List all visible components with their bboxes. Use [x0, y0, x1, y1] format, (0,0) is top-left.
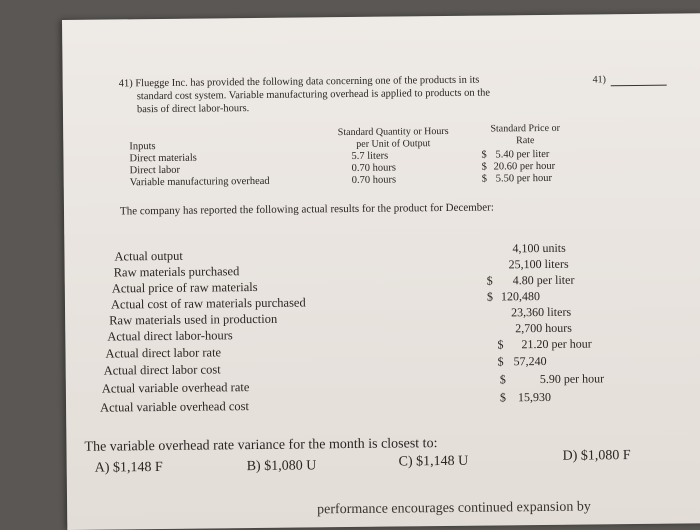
next-question-fragment: performance encourages continued expansion by: [317, 499, 591, 518]
header-inputs: Inputs: [129, 141, 156, 153]
row-price: 5.50 per hour: [495, 172, 553, 185]
actual-value: 4,100 units: [512, 240, 566, 256]
actual-value: 57,240: [513, 353, 547, 369]
row-label: Variable manufacturing overhead: [129, 175, 270, 189]
row-label: Direct materials: [129, 152, 197, 165]
actual-label: Actual direct labor cost: [103, 362, 221, 378]
actual-dollar: $: [486, 273, 493, 288]
header-price: Standard Price or Rate: [490, 122, 560, 147]
question-line-2: standard cost system. Variable manufacturing overhead is applied to products on the: [136, 87, 491, 103]
worksheet-page: [62, 13, 700, 530]
actual-dollar: $: [497, 337, 504, 352]
actual-label: Raw materials used in production: [109, 311, 278, 328]
option-b[interactable]: B) $1,080 U: [246, 458, 317, 475]
actual-value: 5.90 per hour: [539, 371, 605, 387]
option-d[interactable]: D) $1,080 F: [562, 448, 631, 464]
row-dollar: $: [481, 161, 487, 173]
question-text: [119, 73, 549, 117]
actual-value: 25,100 liters: [508, 256, 569, 272]
row-label: Direct labor: [129, 164, 181, 177]
row-qty: 0.70 hours: [351, 162, 396, 174]
actual-dollar: $: [486, 289, 493, 304]
answer-number: 41): [592, 74, 607, 86]
row-qty: 5.7 liters: [351, 150, 389, 162]
row-price: 20.60 per hour: [493, 160, 556, 173]
row-dollar: $: [481, 149, 487, 161]
variance-question: The variable overhead rate variance for the month is closest to:: [84, 436, 438, 455]
actual-value: 21.20 per hour: [521, 336, 592, 352]
header-quantity: Standard Quantity or Hours per Unit of Output: [337, 125, 449, 150]
actual-value: 4.80 per liter: [512, 272, 575, 288]
question-line-1: 41) Fluegge Inc. has provided the following data concerning one of the products in its: [118, 74, 480, 90]
actuals-intro: The company has reported the following actual results for the product for December:: [119, 201, 494, 218]
actual-dollar: $: [499, 390, 507, 405]
actual-label: Actual direct labor rate: [105, 345, 222, 361]
actual-label: Raw materials purchased: [113, 264, 240, 280]
actual-value: 2,700 hours: [515, 320, 572, 336]
actual-label: Actual cost of raw materials purchased: [110, 295, 306, 312]
actual-dollar: $: [499, 372, 506, 387]
option-a[interactable]: A) $1,148 F: [94, 459, 163, 476]
actual-dollar: $: [497, 354, 504, 369]
actual-label: Actual price of raw materials: [111, 279, 258, 296]
option-c[interactable]: C) $1,148 U: [398, 453, 469, 470]
actual-value: 15,930: [517, 389, 552, 405]
actual-label: Actual variable overhead cost: [99, 399, 250, 415]
actual-label: Actual variable overhead rate: [101, 380, 250, 396]
actual-value: 23,360 liters: [511, 304, 572, 320]
actual-label: Actual output: [114, 248, 183, 264]
row-price: 5.40 per liter: [495, 148, 550, 161]
row-qty: 0.70 hours: [351, 174, 397, 186]
answer-blank[interactable]: [611, 85, 667, 87]
question-line-3: basis of direct labor-hours.: [136, 103, 250, 116]
actual-label: Actual direct labor-hours: [107, 328, 233, 344]
actual-value: 120,480: [500, 289, 540, 304]
row-dollar: $: [481, 173, 487, 185]
